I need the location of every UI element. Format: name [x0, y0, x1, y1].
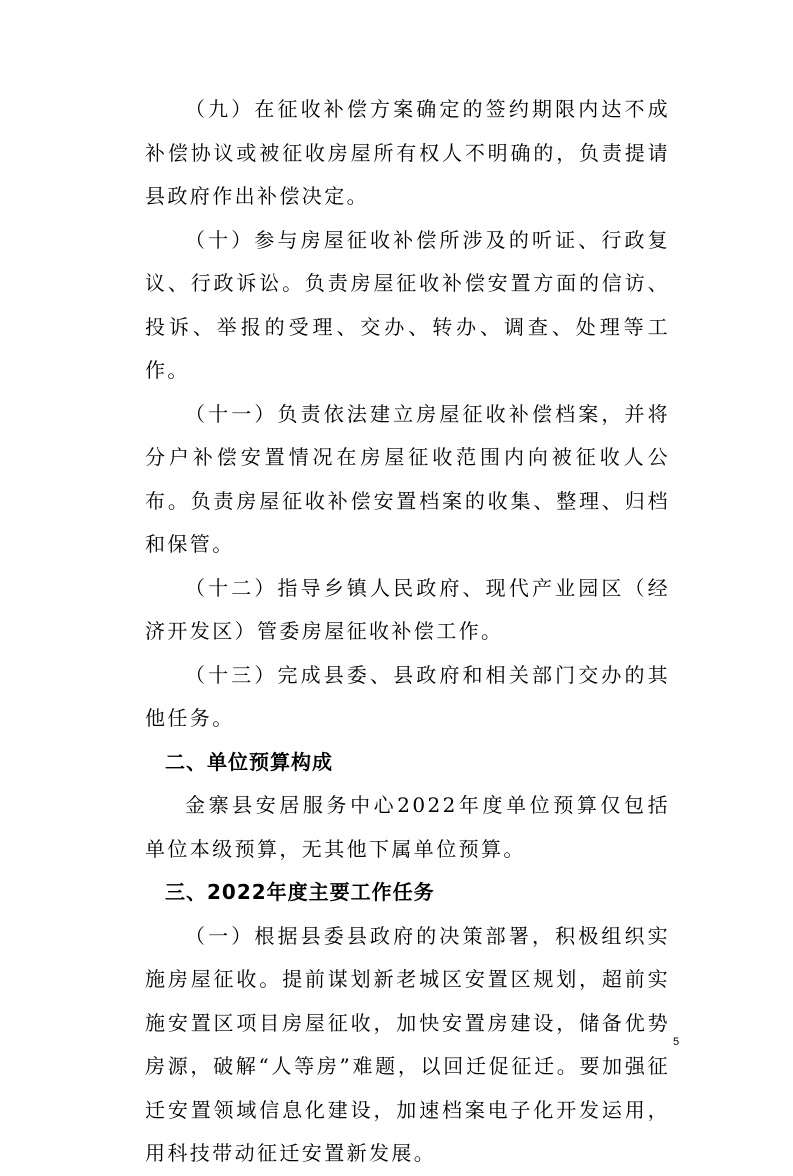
paragraph-task-1: （一）根据县委县政府的决策部署，积极组织实施房屋征收。提前谋划新老城区安置区规划，超前实施安置区项目房屋征收，加快安置房建设，储备优势房源，破解“人等房”难题，以回迁促征迁。要加强征迁安置领域信息化建设，加速档案电子化开发运用，用科技带动征迁安置新发展。	[145, 923, 670, 1165]
paragraph-item-9: （九）在征收补偿方案确定的签约期限内达不成补偿协议或被征收房屋所有权人不明确的，负责提请县政府作出补偿决定。	[145, 97, 670, 208]
paragraph-item-12: （十二）指导乡镇人民政府、现代产业园区（经济开发区）管委房屋征收补偿工作。	[145, 575, 670, 643]
paragraph-item-13: （十三）完成县委、县政府和相关部门交办的其他任务。	[145, 662, 670, 730]
section-heading-main-tasks: 三、2022年度主要工作任务	[165, 880, 435, 904]
document-body	[145, 88, 670, 1176]
page-number: 5	[673, 1036, 680, 1048]
section-heading-budget-composition: 二、单位预算构成	[165, 749, 333, 774]
paragraph-budget-composition: 金寨县安居服务中心2022年度单位预算仅包括单位本级预算，无其他下属单位预算。	[145, 793, 670, 861]
paragraph-item-11: （十一）负责依法建立房屋征收补偿档案，并将分户补偿安置情况在房屋征收范围内向被征收人公布。负责房屋征收补偿安置档案的收集、整理、归档和保管。	[145, 401, 670, 556]
paragraph-item-10: （十）参与房屋征收补偿所涉及的听证、行政复议、行政诉讼。负责房屋征收补偿安置方面的信访、投诉、举报的受理、交办、转办、调查、处理等工作。	[145, 227, 670, 382]
